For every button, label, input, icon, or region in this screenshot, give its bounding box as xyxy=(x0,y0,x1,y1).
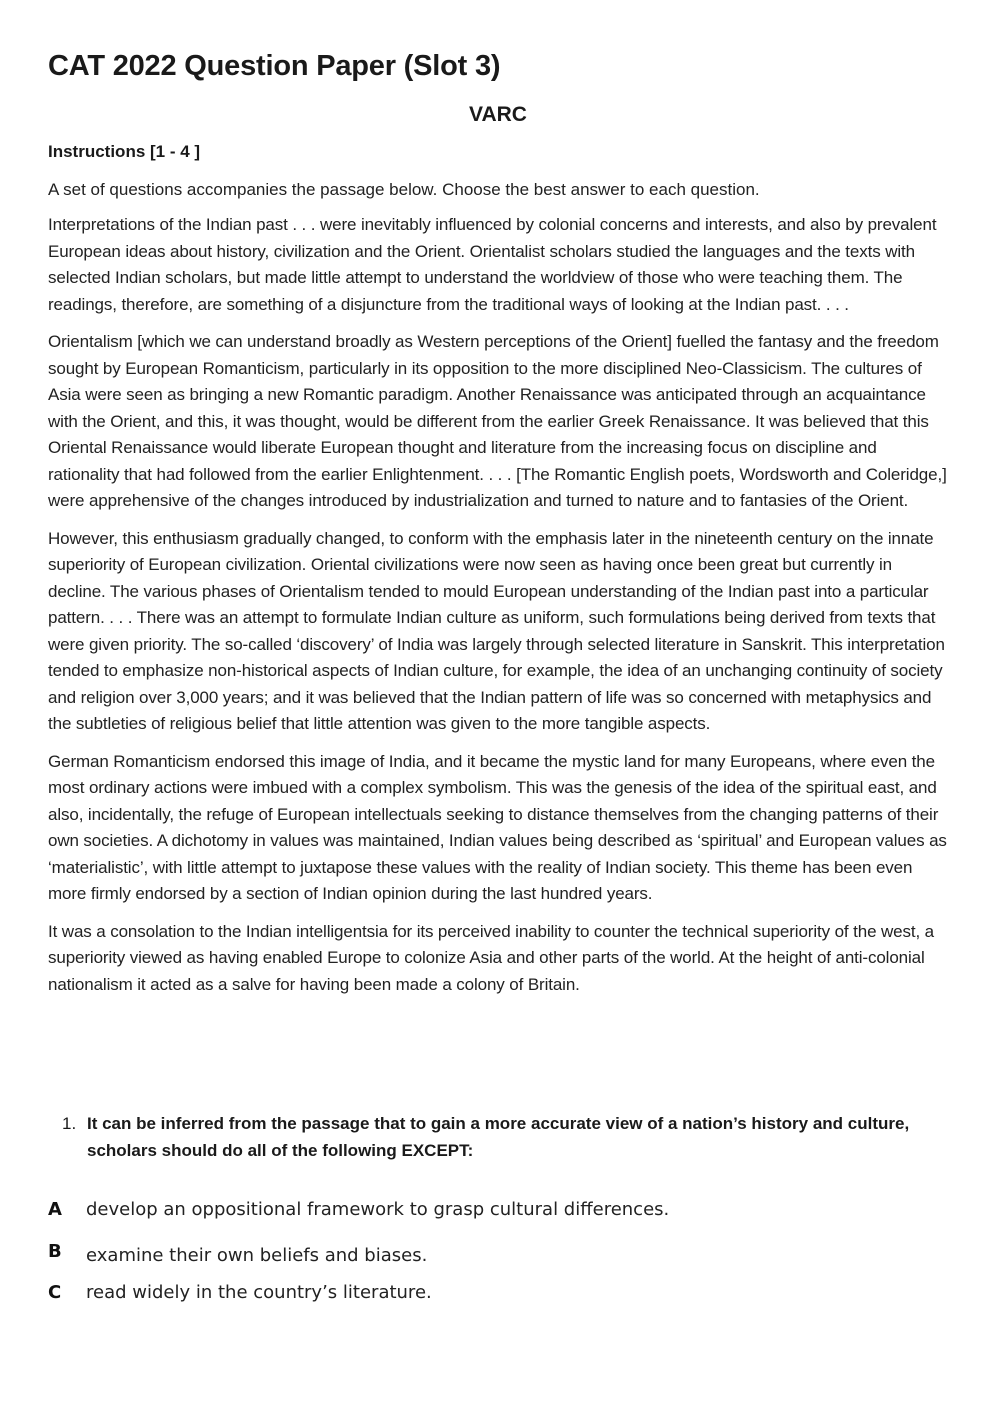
passage-paragraph: However, this enthusiasm gradually changed, to conform with the emphasis later in the nineteenth century on the innate superiority of European civilization. Oriental civilizations were now seen as having once been great but currently in decline. The various phases of Orientalism tended to mould European understanding of the Indian past into a particular pattern. . . . There was an attempt to formulate Indian culture as uniform, such formulations being derived from texts that were given priority. The so-called ‘discovery’ of India was largely through selected literature in Sanskrit. This interpretation tended to emphasize non-historical aspects of Indian culture, for example, the idea of an unchanging continuity of society and religion over 3,000 years; and it was believed that the Indian pattern of life was so concerned with metaphysics and the subtleties of religious belief that little attention was given to the more tangible aspects. xyxy=(48,528,945,733)
section-heading: VARC xyxy=(469,103,527,126)
option-letter: A xyxy=(48,1199,62,1220)
question-text: It can be inferred from the passage that to gain a more accurate view of a nation’s history and culture, scholars should do all of the following EXCEPT: xyxy=(87,1114,910,1160)
reading-passage xyxy=(48,212,948,1009)
passage-paragraph: Orientalism [which we can understand broadly as Western perceptions of the Orient] fuelled the fantasy and the freedom sought by European Romanticism, particularly in its opposition to the more disciplined Neo-Classicism. The cultures of Asia were seen as bringing a new Romantic paradigm. Another Renaissance was anticipated through an acquaintance with the Orient, and this, it was thought, would be different from the earlier Greek Renaissance. It was believed that this Oriental Renaissance would liberate European thought and literature from the increasing focus on discipline and rationality that had followed from the earlier Enlightenment. . . . [The Romantic English poets, Wordsworth and Coleridge,] were apprehensive of the changes introduced by industrialization and turned to nature and to fantasies of the Orient. xyxy=(48,332,947,510)
instructions-text: A set of questions accompanies the passage below. Choose the best answer to each question. xyxy=(48,180,760,199)
question-1 xyxy=(62,1111,952,1164)
page-title: CAT 2022 Question Paper (Slot 3) xyxy=(48,50,501,82)
option-letter: C xyxy=(48,1282,62,1303)
passage-paragraph: Interpretations of the Indian past . . . were inevitably influenced by colonial concerns and interests, and also by prevalent European ideas about history, civilization and the Orient. Orientalist scholars studied the languages and the texts with selected Indian scholars, but made little attempt to understand the worldview of those who were teaching them. The readings, therefore, are something of a disjuncture from the traditional ways of looking at the Indian past. . . . xyxy=(48,215,937,314)
passage-paragraph: German Romanticism endorsed this image of India, and it became the mystic land for many Europeans, where even the most ordinary actions were imbued with a complex symbolism. This was the genesis of the idea of the spiritual east, and also, incidentally, the refuge of European intellectuals seeking to distance themselves from the changing patterns of their own societies. A dichotomy in values was maintained, Indian values being described as ‘spiritual’ and European values as ‘materialistic’, with little attempt to juxtapose these values with the reality of Indian society. This theme has been even more firmly endorsed by a section of Indian opinion during the last hundred years. xyxy=(48,751,947,903)
option-letter: B xyxy=(48,1241,62,1262)
passage-paragraph: It was a consolation to the Indian intelligentsia for its perceived inability to counter the technical superiority of the west, a superiority viewed as having enabled Europe to colonize Asia and other parts of the world. At the height of anti-colonial nationalism it acted as a salve for having been made a colony of Britain. xyxy=(48,921,935,994)
question-number: 1. xyxy=(62,1114,77,1133)
option-text: read widely in the country’s literature. xyxy=(86,1282,432,1303)
option-text: examine their own beliefs and biases. xyxy=(86,1245,428,1266)
option-text: develop an oppositional framework to grasp cultural differences. xyxy=(86,1199,670,1220)
instructions-label: Instructions [1 - 4 ] xyxy=(48,142,201,161)
